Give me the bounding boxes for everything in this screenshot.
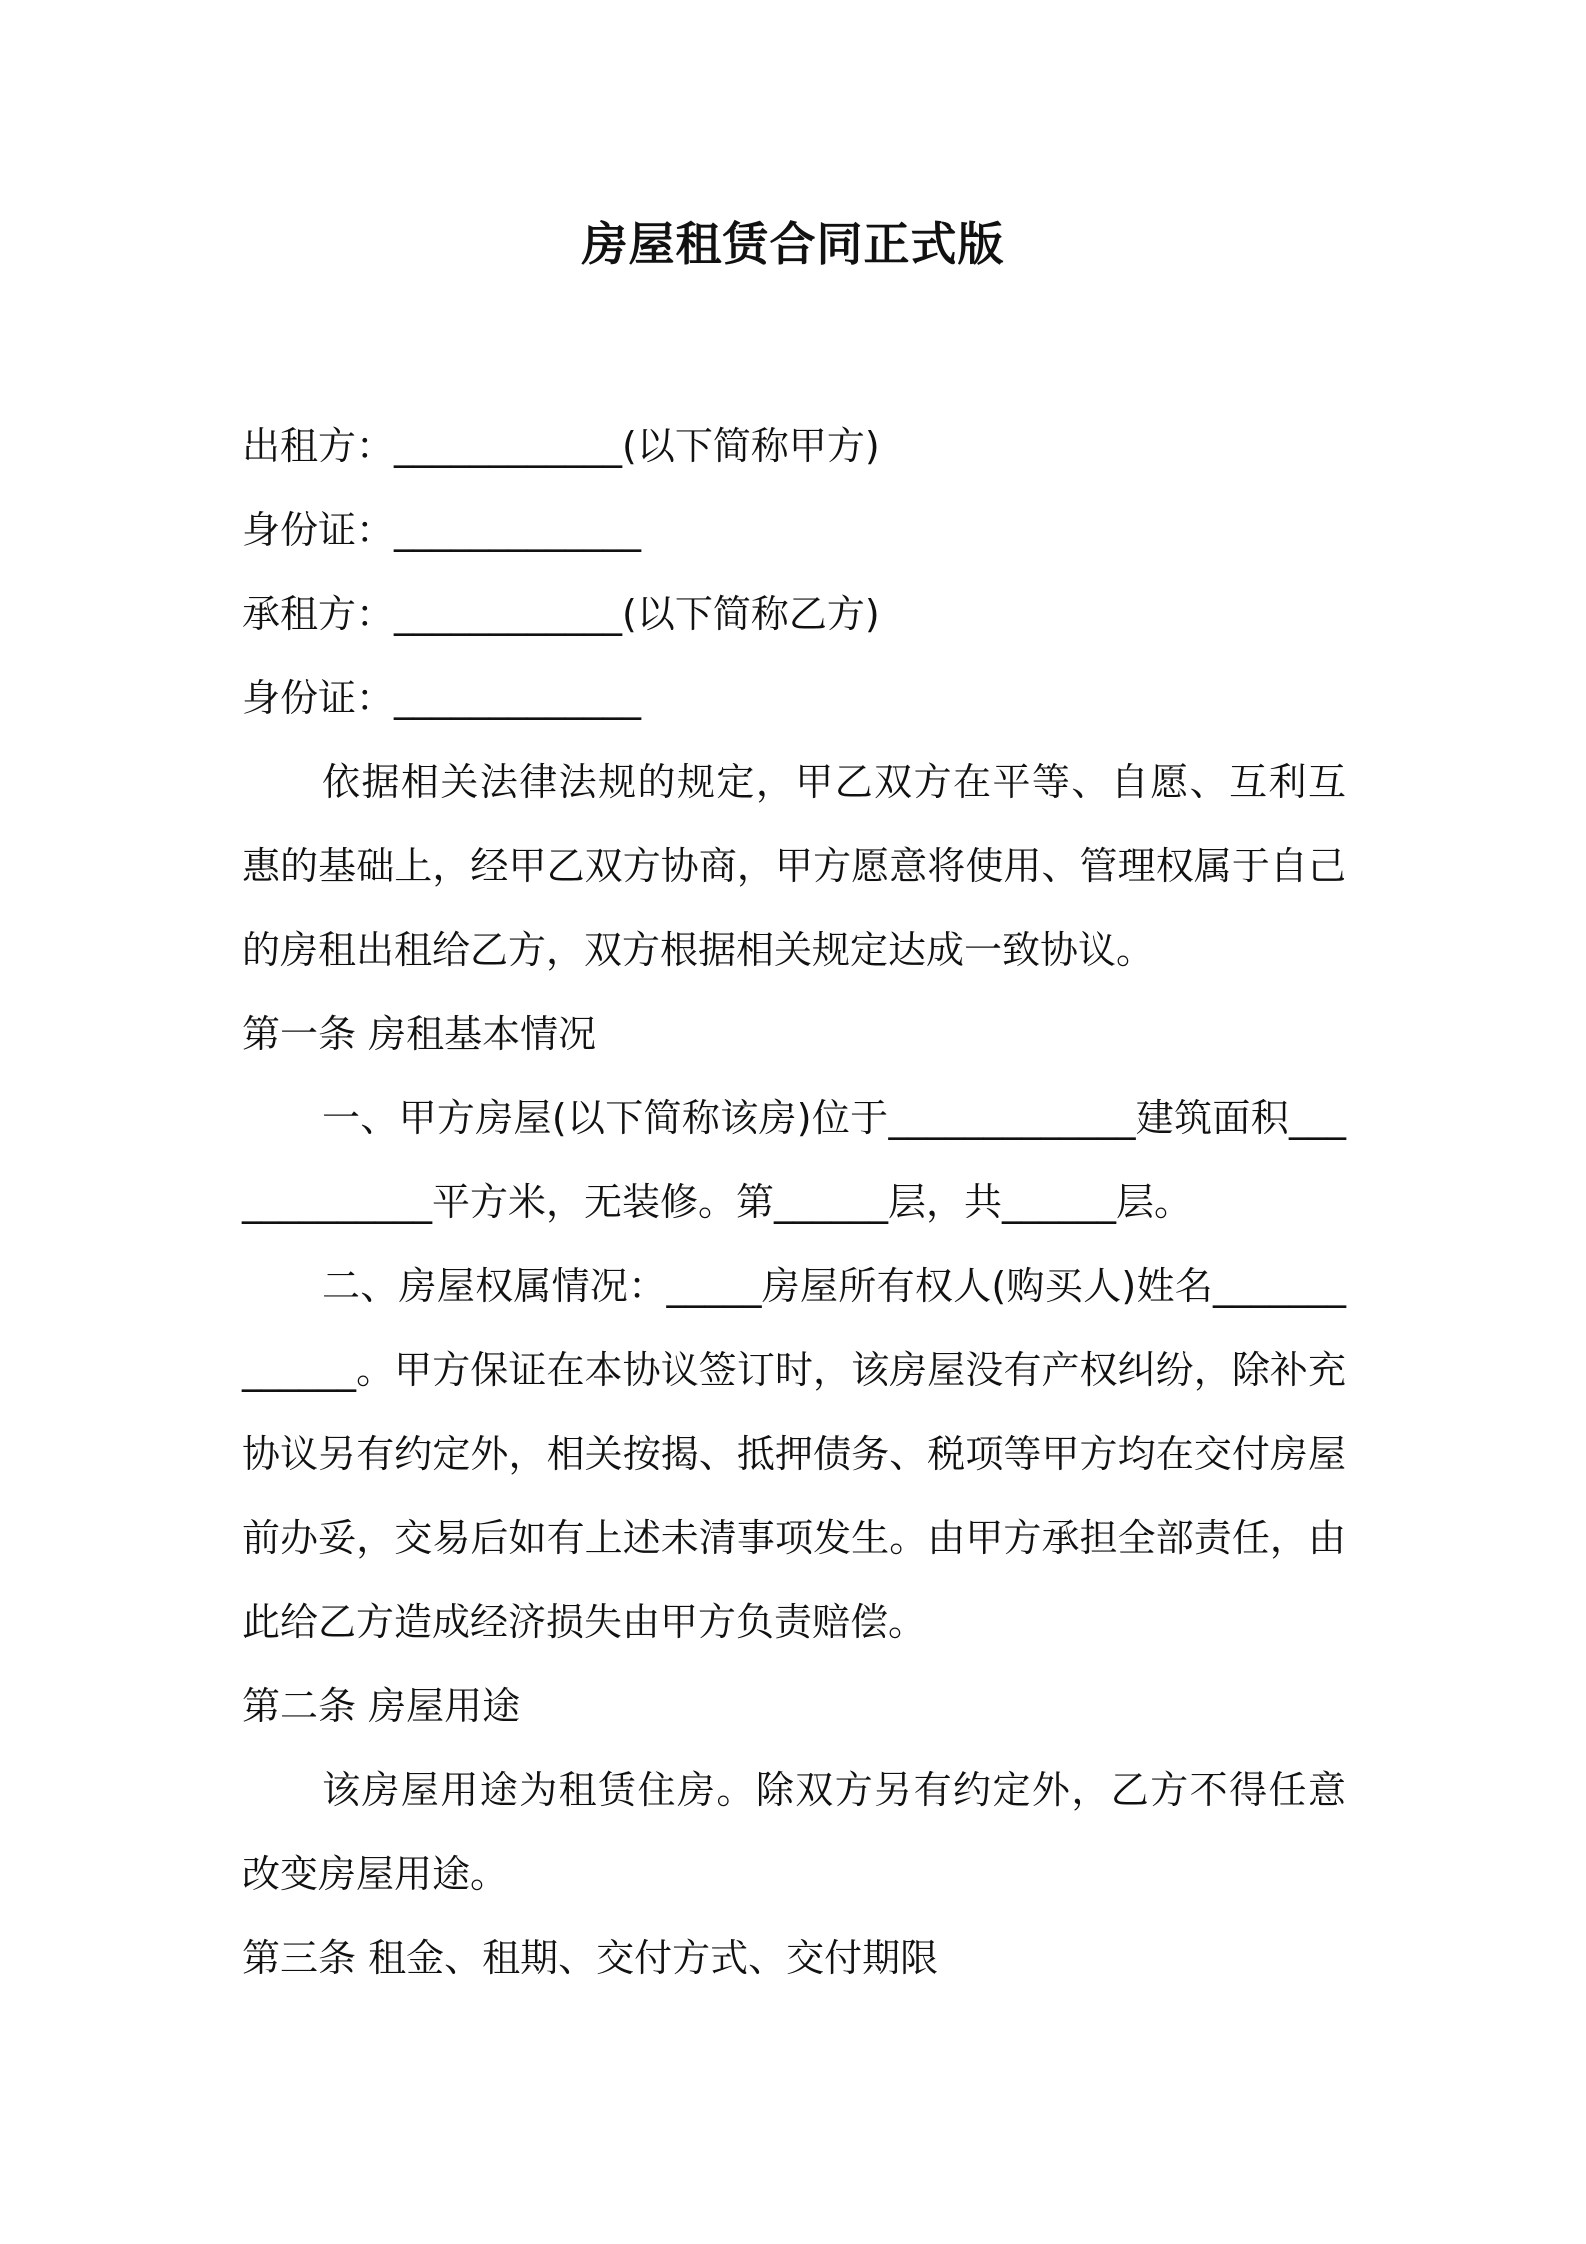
- article-3-heading: 第三条 租金、租期、交付方式、交付期限: [242, 1936, 939, 1980]
- lessor-id-line: 身份证：_____________: [242, 508, 642, 552]
- document-body: [242, 404, 1346, 2000]
- article-1-item-1: 一、甲方房屋(以下简称该房)位于_____________建筑面积_____________平方米，无装修。第______层，共______层。: [242, 1096, 1346, 1224]
- article-2-text: 该房屋用途为租赁住房。除双方另有约定外，乙方不得任意改变房屋用途。: [242, 1768, 1346, 1896]
- article-1-item-2: 二、房屋权属情况：_____房屋所有权人(购买人)姓名_____________。甲方保证在本协议签订时，该房屋没有产权纠纷，除补充协议另有约定外，相关按揭、抵押债务、税项等甲方均在交付房屋前办妥，交易后如有上述未清事项发生。由甲方承担全部责任，由此给乙方造成经济损失由甲方负责赔偿。: [242, 1264, 1346, 1644]
- lessee-line: 承租方：____________(以下简称乙方): [242, 592, 880, 636]
- lessor-line: 出租方：____________(以下简称甲方): [242, 424, 880, 468]
- lessee-id-line: 身份证：_____________: [242, 676, 642, 720]
- article-2-heading: 第二条 房屋用途: [242, 1684, 521, 1728]
- preamble-paragraph: 依据相关法律法规的规定，甲乙双方在平等、自愿、互利互惠的基础上，经甲乙双方协商，甲方愿意将使用、管理权属于自己的房租出租给乙方，双方根据相关规定达成一致协议。: [242, 760, 1346, 972]
- article-1-heading: 第一条 房租基本情况: [242, 1012, 597, 1056]
- document-title: 房屋租赁合同正式版: [581, 217, 1005, 271]
